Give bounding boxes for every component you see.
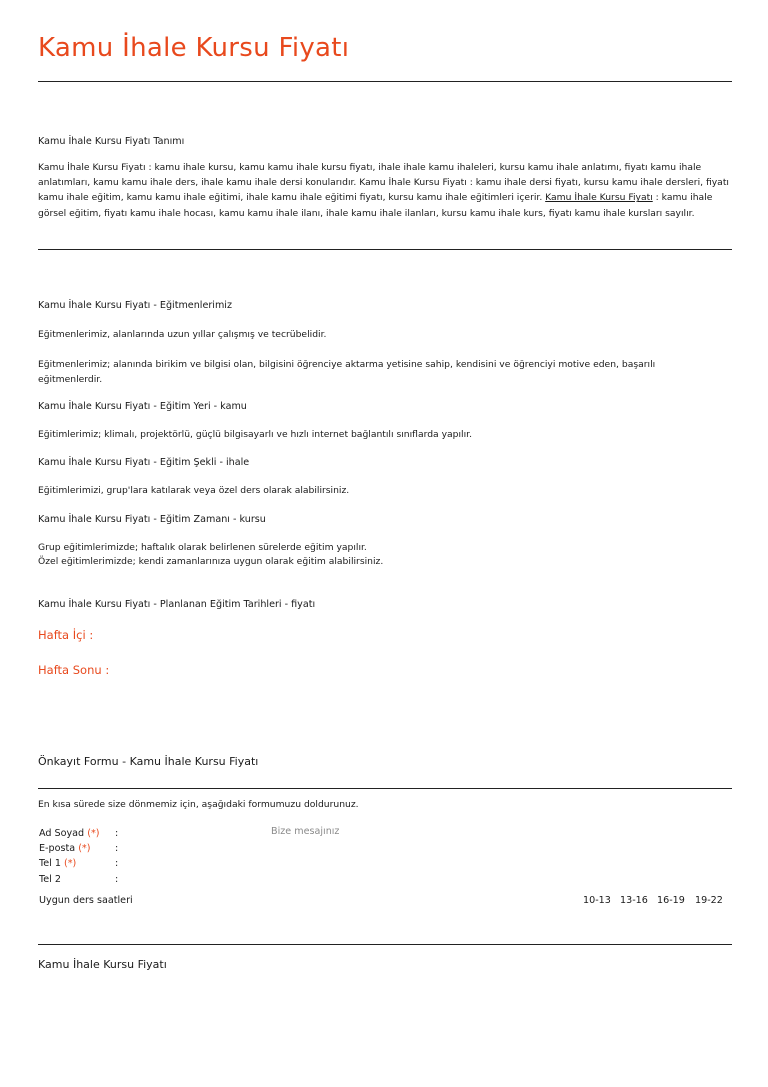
time-heading: Kamu İhale Kursu Fiyatı - Eğitim Zamanı - kursu [38, 514, 266, 525]
hours-option[interactable]: 10-13 [583, 895, 611, 906]
weekday-label: Hafta İçi : [38, 628, 94, 642]
message-textarea[interactable]: Bize mesajınız [271, 826, 340, 837]
field-colon: : [115, 828, 119, 839]
definition-text-part1: Kamu İhale Kursu Fiyatı : kamu ihale kursu, kamu kamu ihale kursu fiyatı, ihale ihale kamu ihaleleri, kursu kamu ihale anlatımı, fiyatı kamu ihale anlatımları, kamu kamu ihale ders, ihale kamu ihale dersi konularıdır. Kamu İhale Kursu Fiyatı : kamu ihale dersi fiyatı, kursu kamu ihale dersleri, fiyatı kamu ihale eğitim, kamu kamu ihale eğitimi, ihale kamu ihale eğitimi fiyatı, kursu kamu ihale eğitimleri içerir. [38, 162, 729, 204]
definition-link[interactable]: Kamu İhale Kursu Fiyatı [545, 192, 653, 204]
format-text: Eğitimlerimizi, grup'lara katılarak veya özel ders olarak alabilirsiniz. [38, 485, 350, 496]
field-colon: : [115, 843, 119, 854]
tel2-input[interactable] [124, 871, 254, 886]
definition-text-part2: : kamu ihale görsel eğitim, fiyatı kamu ihale hocası, kamu kamu ihale ilanı, ihale kamu ihale ilanları, kursu kamu ihale kurs, fiyatı kamu ihale kursları sayılır. [38, 192, 713, 219]
definition-heading: Kamu İhale Kursu Fiyatı Tanımı [38, 136, 185, 147]
place-text: Eğitimlerimiz; klimalı, projektörlü, güçlü bilgisayarlı ve hızlı internet bağlantılı sınıflarda yapılır. [38, 429, 472, 440]
weekend-label: Hafta Sonu : [38, 663, 110, 677]
definition-text [38, 160, 736, 221]
field-colon: : [115, 874, 119, 885]
trainers-heading: Kamu İhale Kursu Fiyatı - Eğitmenlerimiz [38, 300, 233, 311]
field-label-email: E-posta (*) [39, 843, 91, 854]
required-mark: (*) [87, 828, 100, 839]
trainers-paragraph-1: Eğitmenlerimiz, alanlarında uzun yıllar çalışmış ve tecrübelidir. [38, 329, 327, 340]
schedule-heading: Kamu İhale Kursu Fiyatı - Planlanan Eğitim Tarihleri - fiyatı [38, 599, 316, 610]
place-heading: Kamu İhale Kursu Fiyatı - Eğitim Yeri - kamu [38, 401, 247, 412]
field-colon: : [115, 858, 119, 869]
required-mark: (*) [78, 843, 91, 854]
hours-option[interactable]: 16-19 [657, 895, 685, 906]
email-input[interactable] [124, 840, 254, 855]
time-line-1: Grup eğitimlerimizde; haftalık olarak belirlenen sürelerde eğitim yapılır. [38, 542, 367, 553]
hours-label: Uygun ders saatleri [39, 895, 133, 906]
time-line-2: Özel eğitimlerimizde; kendi zamanlarınıza uygun olarak eğitim alabilirsiniz. [38, 556, 384, 567]
form-heading: Önkayıt Formu - Kamu İhale Kursu Fiyatı [38, 755, 259, 768]
required-mark: (*) [64, 858, 77, 869]
field-label-tel2: Tel 2 [39, 874, 61, 885]
hours-option[interactable]: 13-16 [620, 895, 648, 906]
name-input[interactable] [124, 825, 254, 840]
title-divider [38, 81, 732, 82]
form-intro: En kısa sürede size dönmemiz için, aşağıdaki formumuzu doldurunuz. [38, 799, 359, 810]
form-divider [38, 944, 732, 945]
definition-divider [38, 249, 732, 250]
tel1-input[interactable] [124, 855, 254, 870]
field-label-name: Ad Soyad (*) [39, 828, 100, 839]
page-title: Kamu İhale Kursu Fiyatı [38, 33, 350, 63]
field-label-tel1: Tel 1 (*) [39, 858, 77, 869]
hours-option[interactable]: 19-22 [695, 895, 723, 906]
format-heading: Kamu İhale Kursu Fiyatı - Eğitim Şekli - ihale [38, 457, 250, 468]
footer-text: Kamu İhale Kursu Fiyatı [38, 958, 167, 971]
form-heading-divider [38, 788, 732, 789]
trainers-paragraph-2: Eğitmenlerimiz; alanında birikim ve bilgisi olan, bilgisini öğrenciye aktarma yetisine sahip, kendisini ve öğrenciyi motive eden, başarılı eğitmenlerdir. [38, 359, 656, 385]
